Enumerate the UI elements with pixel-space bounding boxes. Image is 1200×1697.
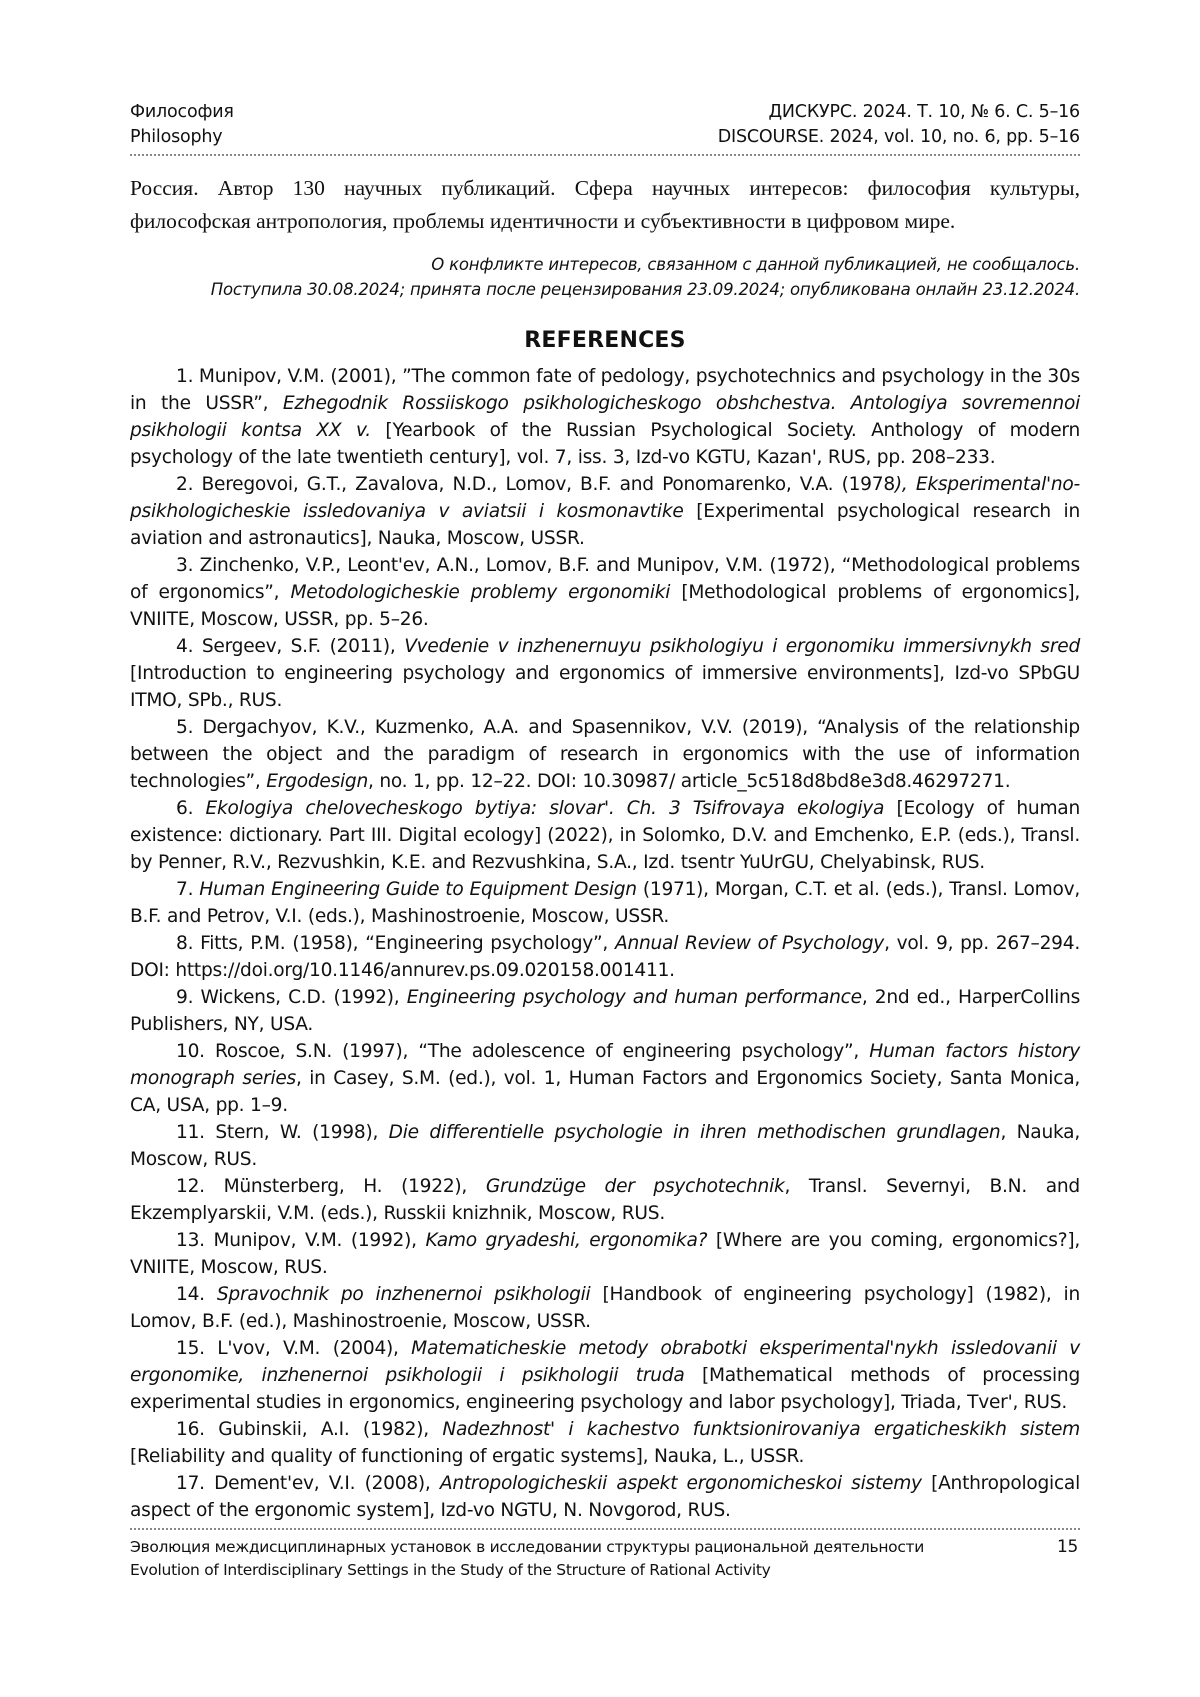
reference-item (130, 714, 1080, 795)
reference-item (130, 633, 1080, 714)
reference-text: (1971), Morgan, C.T. et al. (eds.), Transl. Lomov, B.F. and Petrov, V.I. (eds.), Mashinostroenie, Moscow, USSR. (130, 879, 1080, 927)
reference-text: [Yearbook of the Russian Psychological Society. Anthology of modern psychology of the late twentieth century], vol. 7, iss. 3, Izd-vo KGTU, Kazan', RUS, pp. 208–233. (130, 420, 1081, 468)
conflict-of-interest: О конфликте интересов, связанном с данной публикацией, не сообщалось. (431, 255, 1080, 274)
article-meta (130, 252, 1080, 302)
reference-title: Human Engineering Guide to Equipment Design (199, 879, 637, 900)
reference-text: , Transl. Severnyi, B.N. and Ekzemplyarskii, V.M. (eds.), Russkii knizhnik, Moscow, RUS. (130, 1176, 1080, 1224)
reference-text: , no. 1, pp. 12–22. DOI: 10.30987/ article_5c518d8bd8e3d8.46297271. (368, 771, 1011, 792)
reference-text: 16. Gubinskii, A.I. (1982), (176, 1419, 443, 1440)
reference-text: , in Casey, S.M. (ed.), vol. 1, Human Factors and Ergonomics Society, Santa Monica, CA, USA, pp. 1–9. (130, 1068, 1080, 1116)
reference-text: 15. L'vov, V.M. (2004), (176, 1338, 412, 1359)
running-header (130, 100, 1080, 150)
reference-item (130, 1281, 1080, 1335)
reference-text: [Where are you coming, ergonomics?], VNIITE, Moscow, RUS. (130, 1230, 1080, 1278)
reference-text: 11. Stern, W. (1998), (176, 1122, 389, 1143)
reference-title: Ekologiya chelovecheskogo bytiya: slovar'. Ch. 3 Tsifrovaya ekologiya (205, 798, 885, 819)
reference-text: 13. Munipov, V.M. (1992), (176, 1230, 426, 1251)
reference-title: ), Eksperimental'no-psikhologicheskie issledovaniya v aviatsii i kosmonavtike (130, 474, 1081, 522)
reference-text: 5. Dergachyov, K.V., Kuzmenko, A.A. and Spasennikov, V.V. (2019), “Analysis of the relationship between the object and the paradigm of research in ergonomics with the use of information technologies”, (130, 717, 1080, 792)
reference-title: Nadezhnost' i kachestvo funktsionirovaniya ergaticheskikh sistem (442, 1419, 1080, 1440)
reference-title: Kamo gryadeshi, ergonomika? (425, 1230, 708, 1251)
header-divider (130, 154, 1080, 156)
footer-title (130, 1536, 924, 1582)
header-section-en: Philosophy (130, 127, 223, 147)
running-footer (130, 1536, 1080, 1582)
reference-text: 14. (176, 1284, 217, 1305)
reference-text: [Experimental psychological research in aviation and astronautics], Nauka, Moscow, USSR. (130, 501, 1080, 549)
reference-item (130, 363, 1080, 471)
reference-title: Antropologicheskii aspekt ergonomicheskoi sistemy (439, 1473, 922, 1494)
reference-item (130, 1416, 1080, 1470)
reference-item (130, 1038, 1080, 1119)
reference-text: 17. Dement'ev, V.I. (2008), (176, 1473, 440, 1494)
reference-text: 12. Münsterberg, H. (1922), (176, 1176, 486, 1197)
reference-text: [Reliability and quality of functioning of ergatic systems], Nauka, L., USSR. (130, 1446, 805, 1467)
footer-divider (130, 1528, 1080, 1530)
reference-title: Die differentielle psychologie in ihren methodischen grundlagen (388, 1122, 1001, 1143)
header-citation (718, 100, 1080, 150)
reference-text: 9. Wickens, C.D. (1992), (176, 987, 407, 1008)
reference-item (130, 1335, 1080, 1416)
reference-title: Ergodesign (266, 771, 369, 792)
reference-text: 10. Roscoe, S.N. (1997), “The adolescence of engineering psychology”, (176, 1041, 870, 1062)
reference-text: , Nauka, Moscow, RUS. (130, 1122, 1080, 1170)
reference-item (130, 984, 1080, 1038)
reference-text: [Handbook of engineering psychology] (1982), in Lomov, B.F. (ed.), Mashinostroenie, Moscow, USSR. (130, 1284, 1080, 1332)
reference-title: Ezhegodnik Rossiiskogo psikhologicheskogo obshchestva. Antologiya sovremennoi psikhologii kontsa XX v. (130, 393, 1080, 441)
reference-item (130, 876, 1080, 930)
reference-text: 2. Beregovoi, G.T., Zavalova, N.D., Lomov, B.F. and Ponomarenko, V.A. (1978 (176, 474, 895, 495)
reference-title: Metodologicheskie problemy ergonomiki (290, 582, 671, 603)
reference-text: 4. Sergeev, S.F. (2011), (176, 636, 405, 657)
reference-item (130, 1173, 1080, 1227)
header-section (130, 100, 234, 150)
reference-item (130, 1119, 1080, 1173)
reference-text: 7. (176, 879, 200, 900)
header-citation-en: DISCOURSE. 2024, vol. 10, no. 6, pp. 5–16 (717, 127, 1080, 147)
journal-page (130, 100, 1080, 1582)
reference-text: 3. Zinchenko, V.P., Leont'ev, A.N., Lomov, B.F. and Munipov, V.M. (1972), “Methodological problems of ergonomics”, (130, 555, 1080, 603)
publication-dates: Поступила 30.08.2024; принята после рецензирования 23.09.2024; опубликована онлайн 23.12.2024. (210, 280, 1080, 299)
reference-text: 1. Munipov, V.M. (2001), ”The common fate of pedology, psychotechnics and psychology in the 30s in the USSR”, (130, 366, 1080, 414)
reference-text: , 2nd ed., HarperCollins Publishers, NY, USA. (130, 987, 1081, 1035)
header-citation-ru: ДИСКУРС. 2024. Т. 10, № 6. С. 5–16 (768, 102, 1080, 122)
reference-text: 8. Fitts, P.M. (1958), “Engineering psychology”, (176, 933, 615, 954)
reference-text: [Introduction to engineering psychology and ergonomics of immersive environments], Izd-vo SPbGU ITMO, SPb., RUS. (130, 663, 1080, 711)
footer-title-ru: Эволюция междисциплинарных установок в исследовании структуры рациональной деятельности (130, 1538, 925, 1556)
reference-title: Engineering psychology and human performance (406, 987, 862, 1008)
reference-item (130, 795, 1080, 876)
references-list (130, 363, 1080, 1524)
footer-title-en: Evolution of Interdisciplinary Settings in the Study of the Structure of Rational Activity (130, 1561, 771, 1579)
reference-text: [Ecology of human existence: dictionary. Part III. Digital ecology] (2022), in Solomko, D.V. and Emchenko, E.P. (eds.), Transl. by Penner, R.V., Rezvushkin, K.E. and Rezvushkina, S.A., Izd. tsentr YuUrGU, Chelyabinsk, RUS. (130, 798, 1080, 873)
reference-title: Annual Review of Psychology (614, 933, 885, 954)
author-bio-continuation: Россия. Автор 130 научных публикаций. Сфера научных интересов: философия культуры, философская антропология, проблемы идентичности и субъективности в цифровом мире. (130, 176, 1080, 233)
reference-text: [Anthropological aspect of the ergonomic system], Izd-vo NGTU, N. Novgorod, RUS. (130, 1473, 1080, 1521)
page-number: 15 (1056, 1537, 1078, 1557)
reference-item (130, 1470, 1080, 1524)
header-section-ru: Философия (130, 102, 234, 122)
reference-title: Human factors history monograph series (130, 1041, 1081, 1089)
reference-title: Matematicheskie metody obrabotki eksperimental'nykh issledovanii v ergonomike, inzhenernoi psikhologii i psikhologii truda (130, 1338, 1081, 1386)
reference-item (130, 471, 1080, 552)
reference-title: Vvedenie v inzhenernuyu psikhologiyu i ergonomiku immersivnykh sred (404, 636, 1081, 657)
reference-text: [Mathematical methods of processing experimental studies in ergonomics, engineering psychology and labor psychology], Triada, Tver', RUS. (130, 1365, 1080, 1413)
references-heading: REFERENCES (524, 328, 686, 353)
reference-text: [Methodological problems of ergonomics], VNIITE, Moscow, USSR, pp. 5–26. (130, 582, 1081, 630)
reference-text: 6. (176, 798, 206, 819)
reference-item (130, 1227, 1080, 1281)
reference-title: Spravochnik po inzhenernoi psikhologii (216, 1284, 591, 1305)
reference-item (130, 552, 1080, 633)
reference-item (130, 930, 1080, 984)
reference-text: , vol. 9, pp. 267–294. DOI: https://doi.org/10.1146/annurev.ps.09.020158.001411. (130, 933, 1080, 981)
reference-title: Grundzüge der psychotechnik (485, 1176, 785, 1197)
